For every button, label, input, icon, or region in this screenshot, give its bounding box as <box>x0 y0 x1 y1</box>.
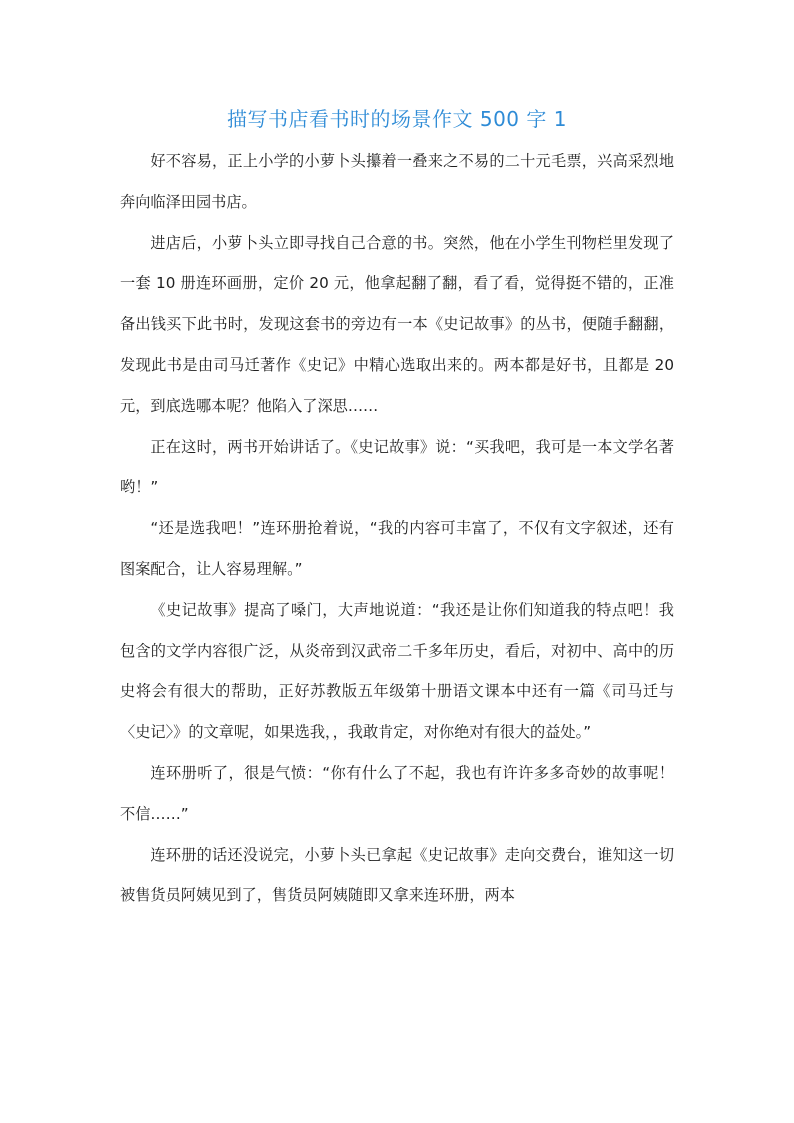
article-body <box>120 141 674 916</box>
page-title: 描写书店看书时的场景作文 500 字 1 <box>227 107 567 131</box>
paragraph-4: “还是选我吧！”连环册抢着说，“我的内容可丰富了，不仅有文字叙述，还有图案配合，让人容易理解。” <box>120 519 674 578</box>
paragraph-7: 连环册的话还没说完，小萝卜头已拿起《史记故事》走向交费台，谁知这一切被售货员阿姨见到了，售货员阿姨随即又拿来连环册，两本 <box>120 845 674 905</box>
paragraph-3: 正在这时，两书开始讲话了。《史记故事》说：“买我吧，我可是一本文学名著哟！” <box>120 437 674 497</box>
paragraph-1: 好不容易，正上小学的小萝卜头攥着一叠来之不易的二十元毛票，兴高采烈地奔向临泽田园书店。 <box>120 152 674 211</box>
paragraph-2: 进店后，小萝卜头立即寻找自己合意的书。突然，他在小学生刊物栏里发现了一套 10 册连环画册，定价 20 元，他拿起翻了翻，看了看，觉得挺不错的，正准备出钱买下此书时，发现这套书的旁边有一本《史记故事》的丛书，便随手翻翻，发现此书是由司马迁著作《史记》中精心选取出来的。两本都是好书，且都是 20 元，到底选哪本呢？他陷入了深思…… <box>120 233 674 415</box>
paragraph-5: 《史记故事》提高了嗓门，大声地说道：“我还是让你们知道我的特点吧！我包含的文学内容很广泛，从炎帝到汉武帝二千多年历史，看后，对初中、高中的历史将会有很大的帮助，正好苏教版五年级第十册语文课本中还有一篇《司马迁与〈史记〉》的文章呢，如果选我，，我敢肯定，对你绝对有很大的益处。” <box>120 600 674 742</box>
paragraph-6: 连环册听了，很是气愤：“你有什么了不起，我也有许许多多奇妙的故事呢！不信……” <box>120 763 674 823</box>
